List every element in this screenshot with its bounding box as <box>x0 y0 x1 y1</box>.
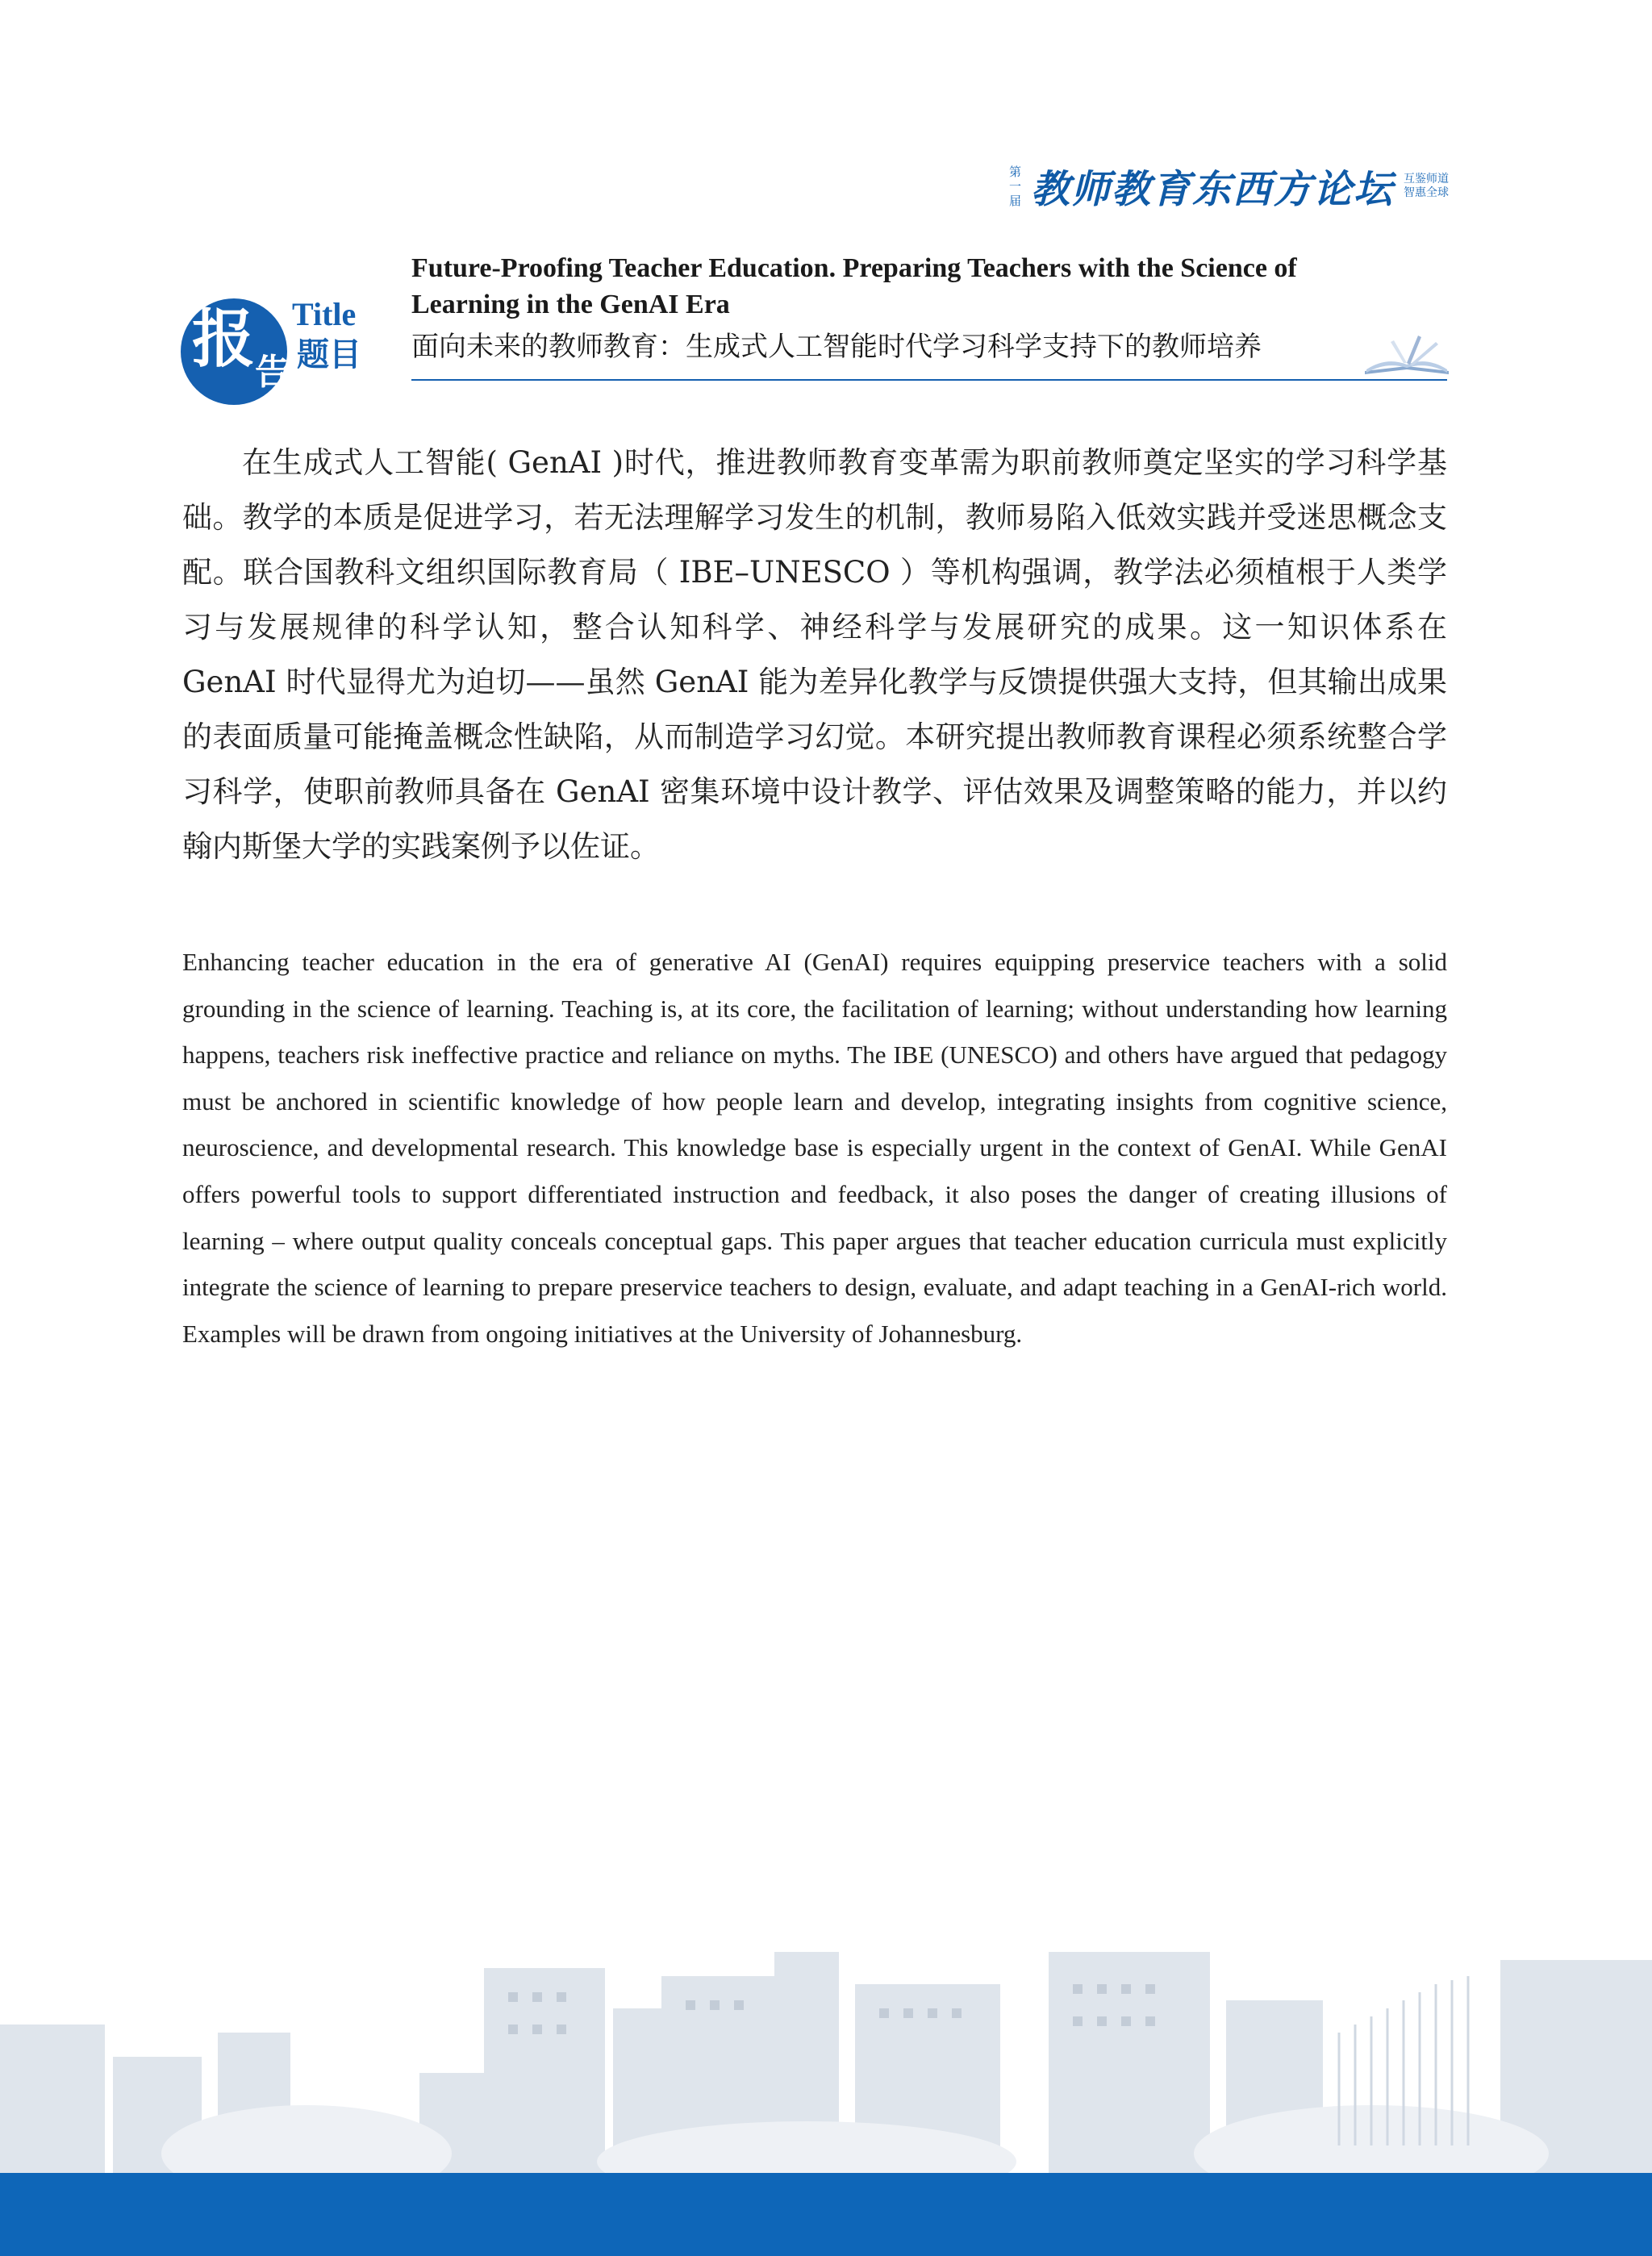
abstract-english: Enhancing teacher education in the era of generative AI (GenAI) requires equipping preservice teachers with a solid grounding in the science of learning. Teaching is, at its core, the facilitation of learning; without understanding how learning happens, teachers risk ineffective practice and reliance on myths. The IBE (UNESCO) and others have argued that pedagogy must be anchored in scientific knowledge of how people learn and develop, integrating insights from cognitive science, neuroscience, and developmental research. This knowledge base is especially urgent in the context of GenAI. While GenAI offers powerful tools to support differentiated instruction and feedback, it also poses the danger of creating illusions of learning – where output quality conceals conceptual gaps. This paper argues that teacher education curricula must explicitly integrate the science of learning to prepare preservice teachers to design, evaluate, and adapt teaching in a GenAI-rich world. Examples will be drawn from ongoing initiatives at the University of Johannesburg. <box>182 948 1447 1348</box>
logo-edition-char: 第 <box>1008 164 1021 179</box>
title-badge <box>181 296 378 393</box>
logo-edition <box>1009 165 1021 208</box>
forum-logo <box>1009 158 1449 214</box>
campus-skyline-illustration <box>0 1936 1652 2178</box>
logo-edition-char: 一 <box>1008 178 1021 194</box>
title-chinese: 面向未来的教师教育：生成式人工智能时代学习科学支持下的教师培养 <box>411 331 1262 363</box>
footer-bar <box>0 2173 1652 2256</box>
logo-edition-char: 届 <box>1008 193 1021 208</box>
title-block <box>181 250 1447 393</box>
open-book-icon <box>1358 331 1455 379</box>
logo-slogan-line: 互鉴师道 <box>1404 172 1449 186</box>
badge-char-big: 报 <box>192 302 256 376</box>
badge-label-zh: 题目 <box>297 336 361 373</box>
logo-slogan <box>1404 173 1449 200</box>
title-divider <box>411 379 1447 381</box>
badge-char-small: 告 <box>255 352 290 393</box>
logo-slogan-line: 智惠全球 <box>1404 186 1449 199</box>
logo-forum-name: 教师教育东西方论坛 <box>1030 167 1394 212</box>
abstract-chinese: 在生成式人工智能( GenAI )时代，推进教师教育变革需为职前教师奠定坚实的学习科学基础。教学的本质是促进学习，若无法理解学习发生的机制，教师易陷入低效实践并受迷思概念支配。联合国教科文组织国际教育局（ IBE–UNESCO ）等机构强调，教学法必须植根于人类学习与发展规律的科学认知，整合认知科学、神经科学与发展研究的成果。这一知识体系在 GenAI 时代显得尤为迫切——虽然 GenAI 能为差异化教学与反馈提供强大支持，但其输出成果的表面质量可能掩盖概念性缺陷，从而制造学习幻觉。本研究提出教师教育课程必须系统整合学习科学，使职前教师具备在 GenAI 密集环境中设计教学、评估效果及调整策略的能力，并以约翰内斯堡大学的实践案例予以佐证。 <box>182 445 1447 864</box>
badge-label-en: Title <box>292 296 357 332</box>
title-english: Future-Proofing Teacher Education. Preparing Teachers with the Science of Learning in the GenAI Era <box>411 253 1297 319</box>
